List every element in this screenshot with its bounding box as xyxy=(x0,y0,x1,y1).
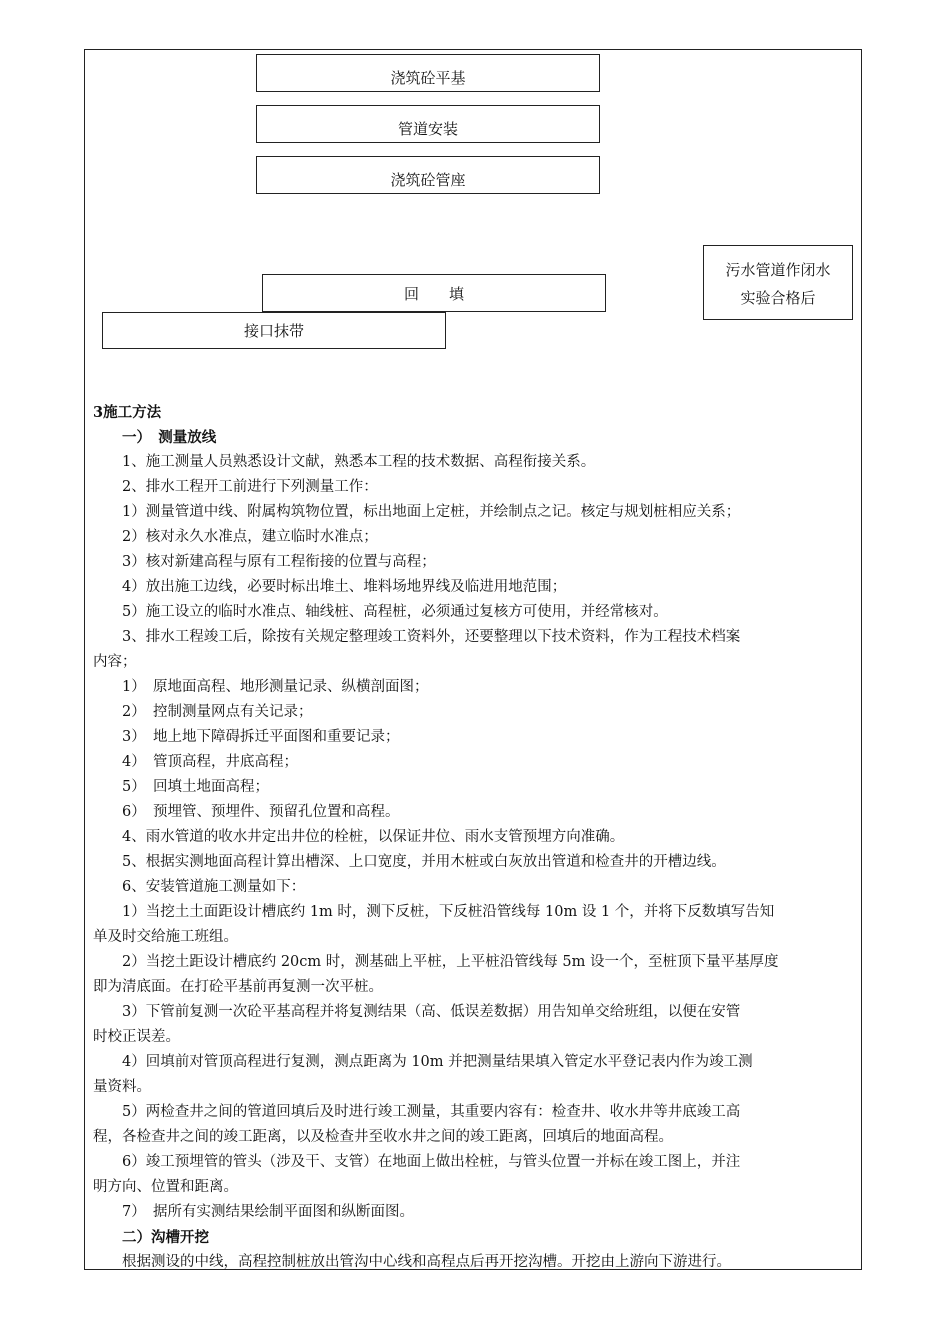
text-line: 程，各检查井之间的竣工距离，以及检查井至收水井之间的竣工距离，回填后的地面高程。 xyxy=(93,1129,673,1145)
text-line: 量资料。 xyxy=(93,1079,151,1095)
text-line: 根据测设的中线，高程控制桩放出管沟中心线和高程点后再开挖沟槽。开挖由上游向下游进行。 xyxy=(93,1254,731,1270)
text-line: 1、施工测量人员熟悉设计文献，熟悉本工程的技术数据、高程衔接关系。 xyxy=(93,454,596,470)
flow-box-label: 浇筑砼平基 xyxy=(390,69,466,87)
text-line: 2）核对永久水准点，建立临时水准点； xyxy=(93,529,378,545)
text-line: 明方向、位置和距离。 xyxy=(93,1179,238,1195)
text-line: 1）当挖土土面距设计槽底约 1m 时，测下反桩，下反桩沿管线每 10m 设 1 个，并将下反数填写告知 xyxy=(93,904,775,920)
flow-box-label: 接口抹带 xyxy=(243,322,304,340)
construction-method-text xyxy=(93,400,855,1275)
subsection-heading: 一） 测量放线 xyxy=(93,429,217,446)
text-line: 1） 原地面高程、地形测量记录、纵横剖面图； xyxy=(93,679,429,695)
flow-box-backfill xyxy=(262,274,606,312)
text-line: 2、排水工程开工前进行下列测量工作： xyxy=(93,479,378,495)
text-line: 5） 回填土地面高程； xyxy=(93,779,269,795)
text-line: 即为清底面。在打砼平基前再复测一次平桩。 xyxy=(93,979,383,995)
text-line: 1）测量管道中线、附属构筑物位置，标出地面上定桩，并绘制点之记。核定与规划桩相应关系； xyxy=(93,504,741,520)
text-line: 2）当挖土距设计槽底约 20cm 时，测基础上平桩，上平桩沿管线每 5m 设一个，至桩顶下量平基厚度 xyxy=(93,954,779,970)
subsection-heading: 二）沟槽开挖 xyxy=(93,1229,209,1246)
text-line: 3、排水工程竣工后，除按有关规定整理竣工资料外，还要整理以下技术资料，作为工程技术档案 xyxy=(93,629,741,645)
text-line: 3） 地上地下障碍拆迁平面图和重要记录； xyxy=(93,729,400,745)
text-line: 6）竣工预埋管的管头（涉及干、支管）在地面上做出栓桩，与管头位置一并标在竣工图上，并注 xyxy=(93,1154,741,1170)
text-line: 内容； xyxy=(93,654,137,670)
flow-box-pipe-install xyxy=(256,105,600,143)
text-line: 3）下管前复测一次砼平基高程并将复测结果（高、低误差数据）用告知单交给班组，以便在安管 xyxy=(93,1004,741,1020)
text-line: 4） 管顶高程，井底高程； xyxy=(93,754,298,770)
flow-box-joint-banding xyxy=(102,312,446,349)
text-line: 5）施工设立的临时水准点、轴线桩、高程桩，必须通过复核方可使用，并经常核对。 xyxy=(93,604,668,620)
flow-box-label: 浇筑砼管座 xyxy=(390,171,466,189)
flow-box-label: 管道安装 xyxy=(397,120,458,138)
text-line: 单及时交给施工班组。 xyxy=(93,929,238,945)
text-line: 6） 预埋管、预埋件、预留孔位置和高程。 xyxy=(93,804,400,820)
text-line: 6、安装管道施工测量如下： xyxy=(93,879,306,895)
text-line: 4、雨水管道的收水井定出井位的栓桩，以保证井位、雨水支管预埋方向准确。 xyxy=(93,829,625,845)
flow-box-pour-pipe-seat xyxy=(256,156,600,194)
flow-box-label: 回 填 xyxy=(403,285,464,303)
text-line: 3）核对新建高程与原有工程衔接的位置与高程； xyxy=(93,554,436,570)
text-line: 5）两检查井之间的管道回填后及时进行竣工测量，其重要内容有：检查井、收水井等井底竣工高 xyxy=(93,1104,741,1120)
flow-box-pour-base xyxy=(256,54,600,92)
text-line: 4）放出施工边线，必要时标出堆土、堆料场地界线及临进用地范围； xyxy=(93,579,567,595)
flow-box-closed-water-test xyxy=(703,245,853,320)
section-heading: 3施工方法 xyxy=(93,404,162,421)
text-line: 时校正误差。 xyxy=(93,1029,180,1045)
text-line: 2） 控制测量网点有关记录； xyxy=(93,704,313,720)
text-line: 5、根据实测地面高程计算出槽深、上口宽度，并用木桩或白灰放出管道和检查井的开槽边线。 xyxy=(93,854,726,870)
flow-box-label-line1: 污水管道作闭水 xyxy=(725,261,831,279)
text-line: 7） 据所有实测结果绘制平面图和纵断面图。 xyxy=(93,1204,414,1220)
text-line: 4）回填前对管顶高程进行复测，测点距离为 10m 并把测量结果填入管定水平登记表内作为竣工测 xyxy=(93,1054,753,1070)
flow-box-label-line2: 实验合格后 xyxy=(740,289,816,307)
